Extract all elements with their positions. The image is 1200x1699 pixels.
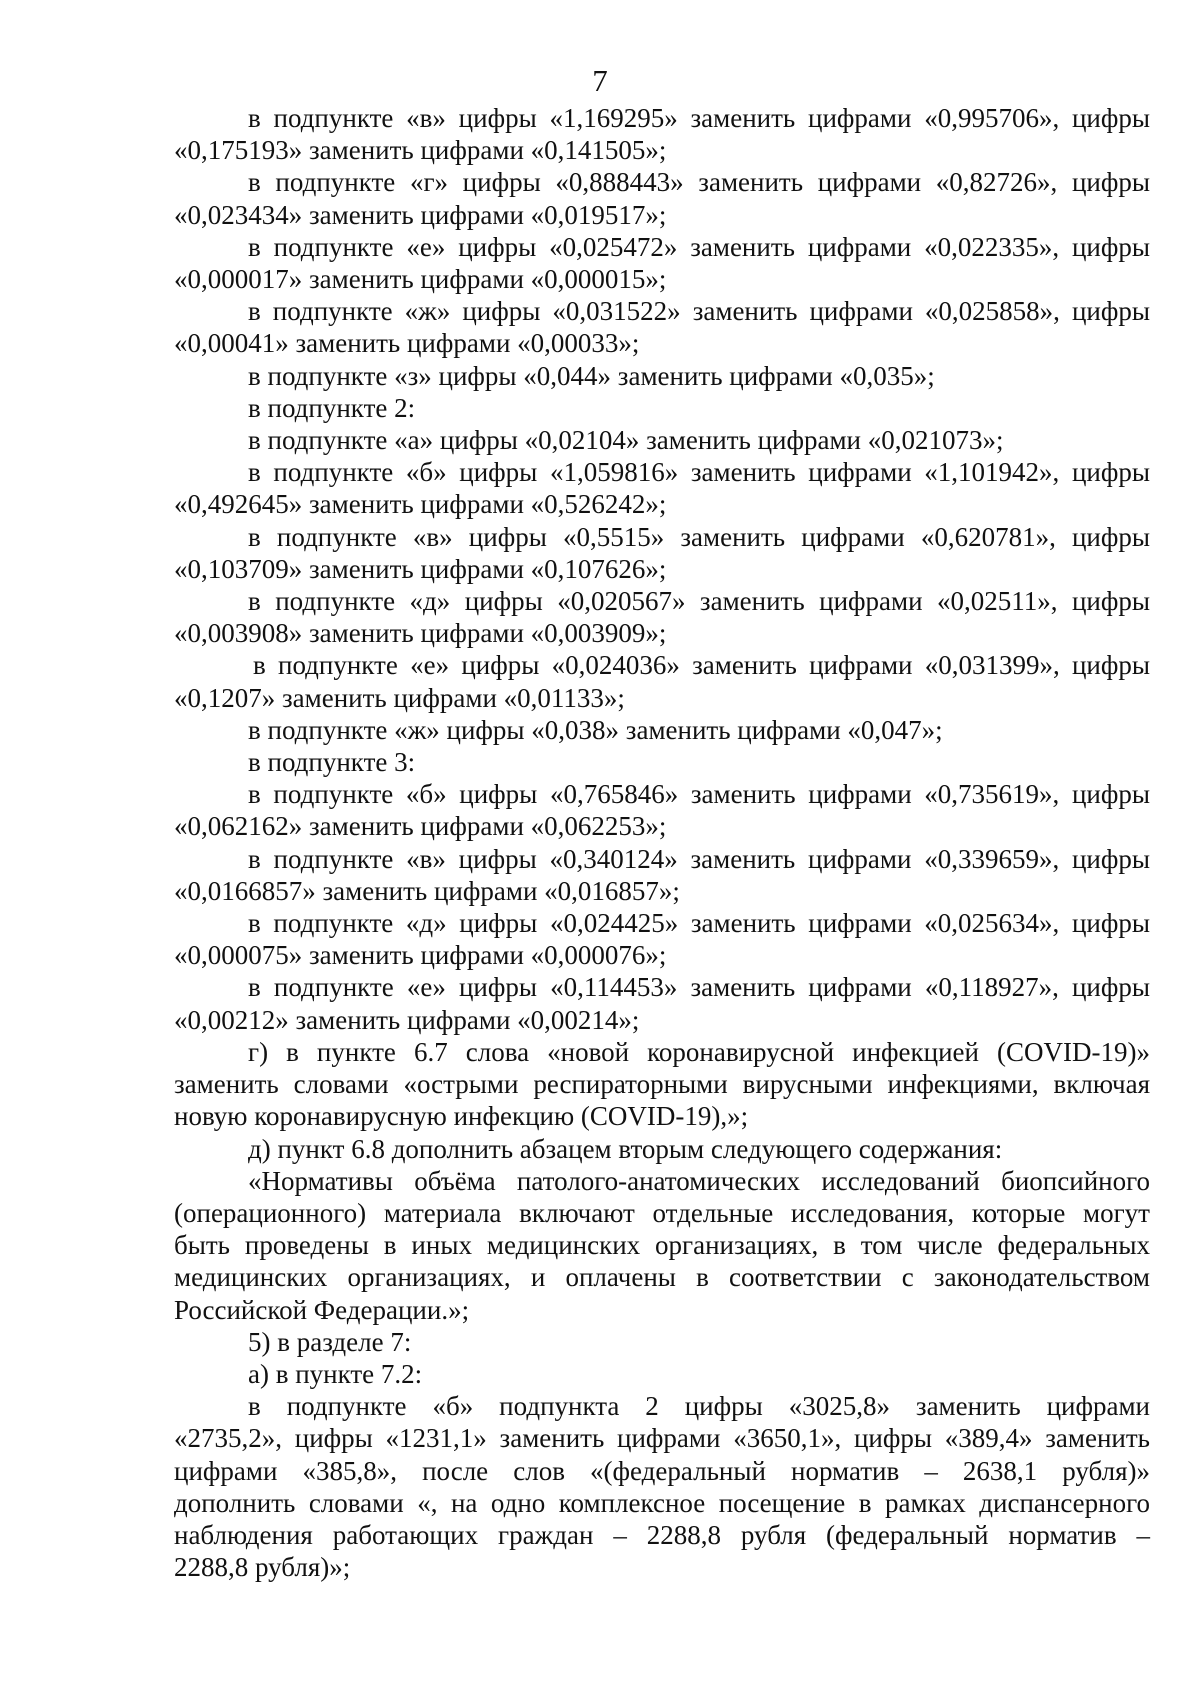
text-line: «0,492645» заменить цифрами «0,526242»; bbox=[174, 489, 667, 520]
text-line: новую коронавирусную инфекцию (COVID-19),»; bbox=[174, 1101, 749, 1132]
text-line: в подпункте «в» цифры «0,340124» заменить цифрами «0,339659», цифры bbox=[248, 843, 1150, 874]
text-line: в подпункте «з» цифры «0,044» заменить цифрами «0,035»; bbox=[248, 360, 935, 391]
text-line: в подпункте «е» цифры «0,024036» заменить цифрами «0,031399», цифры bbox=[253, 650, 1150, 681]
text-line: цифрами «385,8», после слов «(федеральный норматив – 2638,1 рубля)» bbox=[174, 1455, 1150, 1486]
text-line: в подпункте «ж» цифры «0,031522» заменить цифрами «0,025858», цифры bbox=[248, 296, 1150, 327]
text-line: (операционного) материала включают отдельные исследования, которые могут bbox=[174, 1197, 1150, 1228]
text-line: в подпункте «б» цифры «1,059816» заменить цифрами «1,101942», цифры bbox=[248, 457, 1150, 488]
text-line: 5) в разделе 7: bbox=[248, 1326, 412, 1357]
text-line: «0,062162» заменить цифрами «0,062253»; bbox=[174, 811, 667, 842]
text-line: в подпункте «д» цифры «0,024425» заменить цифрами «0,025634», цифры bbox=[248, 908, 1150, 939]
text-line: «0,00041» заменить цифрами «0,00033»; bbox=[174, 328, 640, 359]
text-line: 2288,8 рубля)»; bbox=[174, 1552, 351, 1583]
text-line: «0,1207» заменить цифрами «0,01133»; bbox=[174, 682, 625, 713]
text-line: «0,103709» заменить цифрами «0,107626»; bbox=[174, 553, 667, 584]
text-line: «0,000017» заменить цифрами «0,000015»; bbox=[174, 264, 667, 295]
text-line: г) в пункте 6.7 слова «новой коронавирусной инфекцией (COVID-19)» bbox=[248, 1036, 1150, 1067]
text-line: в подпункте 3: bbox=[248, 747, 416, 778]
document-body bbox=[174, 102, 1150, 1583]
text-line: д) пункт 6.8 дополнить абзацем вторым следующего содержания: bbox=[248, 1133, 1003, 1164]
text-line: Российской Федерации.»; bbox=[174, 1294, 470, 1325]
text-line: наблюдения работающих граждан – 2288,8 рубля (федеральный норматив – bbox=[174, 1519, 1150, 1550]
text-line: «0,0166857» заменить цифрами «0,016857»; bbox=[174, 875, 680, 906]
text-line: в подпункте «а» цифры «0,02104» заменить цифрами «0,021073»; bbox=[248, 425, 1004, 456]
text-line: медицинских организациях, и оплачены в соответствии с законодательством bbox=[174, 1262, 1150, 1293]
text-line: в подпункте «е» цифры «0,114453» заменить цифрами «0,118927», цифры bbox=[248, 972, 1150, 1003]
text-line: дополнить словами «, на одно комплексное посещение в рамках диспансерного bbox=[174, 1487, 1150, 1518]
text-line: в подпункте «в» цифры «0,5515» заменить цифрами «0,620781», цифры bbox=[248, 521, 1150, 552]
text-line: быть проведены в иных медицинских организациях, в том числе федеральных bbox=[174, 1230, 1150, 1261]
text-line: «2735,2», цифры «1231,1» заменить цифрами «3650,1», цифры «389,4» заменить bbox=[174, 1423, 1150, 1454]
text-line: в подпункте 2: bbox=[248, 392, 416, 423]
text-line: «Нормативы объёма патолого-анатомических исследований биопсийного bbox=[248, 1165, 1150, 1196]
text-line: «0,00212» заменить цифрами «0,00214»; bbox=[174, 1004, 640, 1035]
text-line: а) в пункте 7.2: bbox=[248, 1358, 423, 1389]
page-number: 7 bbox=[592, 63, 608, 98]
text-line: в подпункте «г» цифры «0,888443» заменить цифрами «0,82726», цифры bbox=[248, 167, 1150, 198]
text-line: «0,003908» заменить цифрами «0,003909»; bbox=[174, 618, 667, 649]
text-line: в подпункте «е» цифры «0,025472» заменить цифрами «0,022335», цифры bbox=[248, 231, 1150, 262]
text-line: в подпункте «б» подпункта 2 цифры «3025,8» заменить цифрами bbox=[248, 1391, 1150, 1422]
text-line: в подпункте «в» цифры «1,169295» заменить цифрами «0,995706», цифры bbox=[248, 103, 1150, 133]
text-line: «0,000075» заменить цифрами «0,000076»; bbox=[174, 940, 667, 971]
text-line: в подпункте «ж» цифры «0,038» заменить цифрами «0,047»; bbox=[248, 714, 943, 745]
text-line: в подпункте «б» цифры «0,765846» заменить цифрами «0,735619», цифры bbox=[248, 779, 1150, 810]
text-line: в подпункте «д» цифры «0,020567» заменить цифрами «0,02511», цифры bbox=[248, 586, 1150, 617]
text-line: «0,023434» заменить цифрами «0,019517»; bbox=[174, 199, 667, 230]
text-line: «0,175193» заменить цифрами «0,141505»; bbox=[174, 135, 667, 166]
text-line: заменить словами «острыми респираторными вирусными инфекциями, включая bbox=[174, 1069, 1150, 1100]
